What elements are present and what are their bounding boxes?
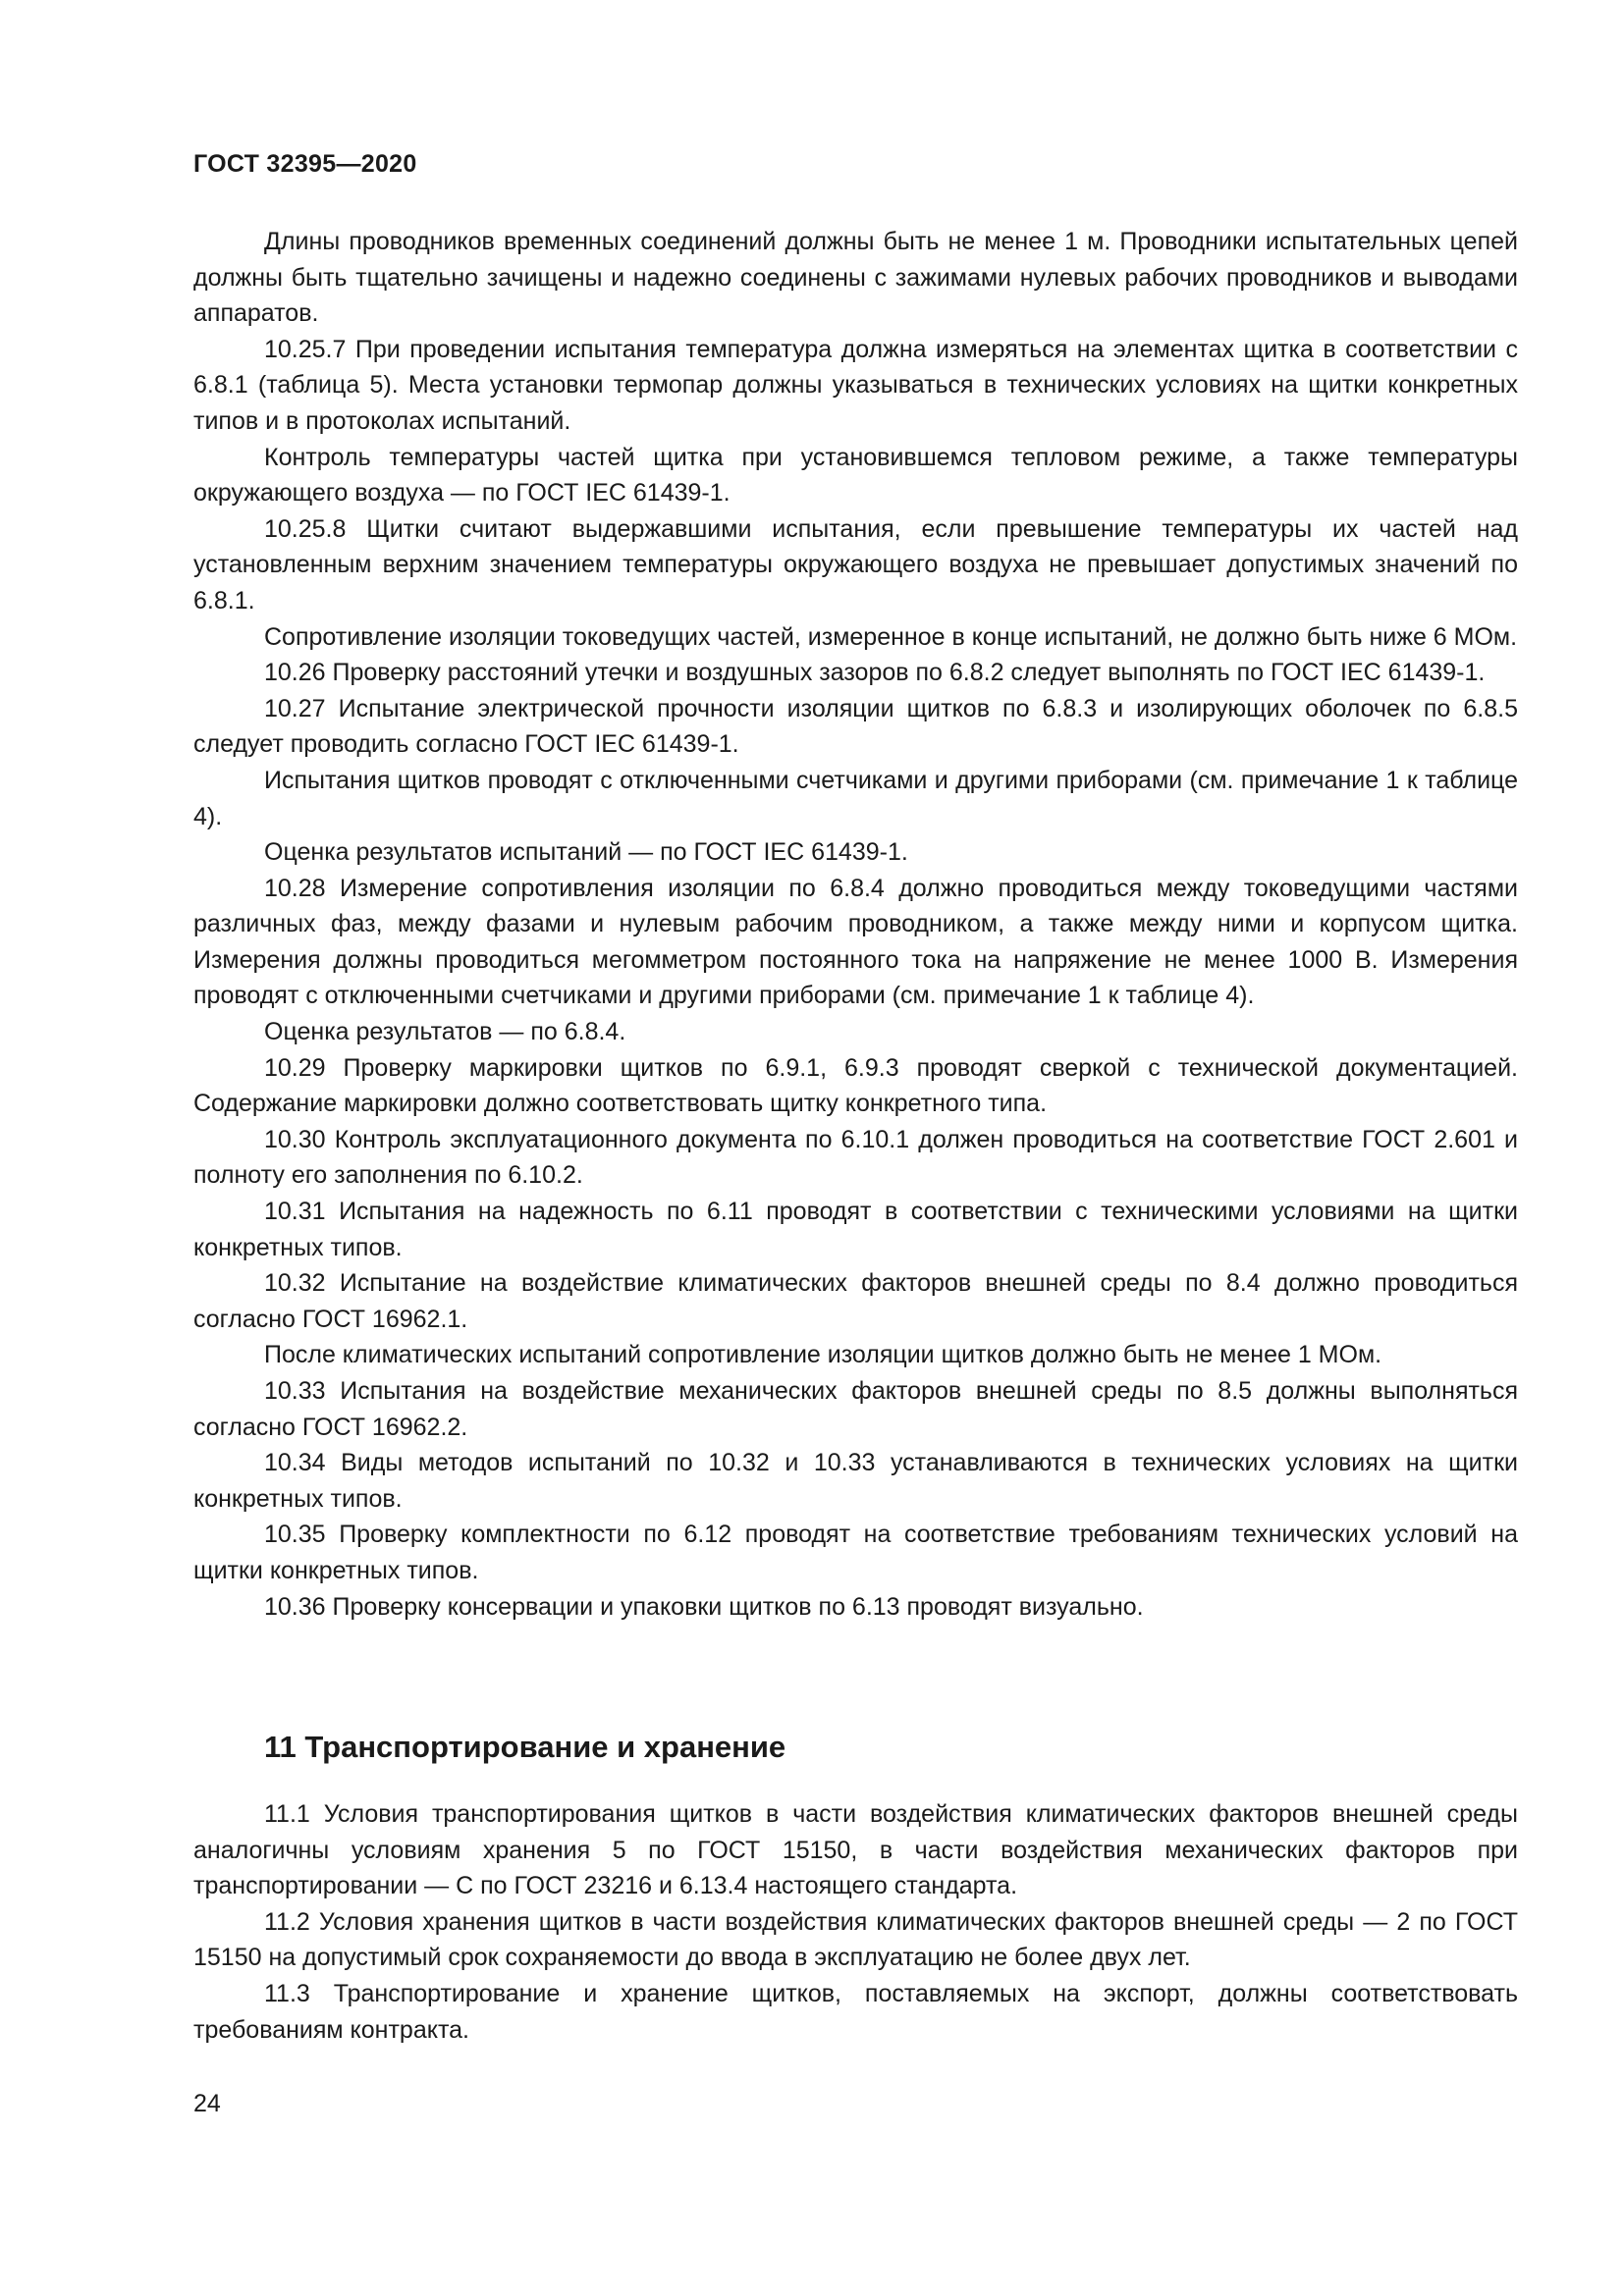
paragraph-10-34: 10.34 Виды методов испытаний по 10.32 и 10.33 устанавливаются в технических условиях на щитки конкретных типов. <box>193 1449 1518 1513</box>
section-10-continuation <box>193 224 1518 1625</box>
paragraph-11-1: 11.1 Условия транспортирования щитков в части воздействия климатических факторов внешней среды аналогичны условиям хранения 5 по ГОСТ 15150, в части воздействия механических факторов при транспортировании — С по ГОСТ 23216 и 6.13.4 настоящего стандарта. <box>193 1800 1518 1900</box>
paragraph-after-climatic-tests: После климатических испытаний сопротивление изоляции щитков должно быть не менее 1 МОм. <box>264 1341 1382 1369</box>
paragraph-temperature-control: Контроль температуры частей щитка при установившемся тепловом режиме, а также температуры окружающего воздуха — по ГОСТ IEC 61439-1. <box>193 443 1518 507</box>
paragraph-10-35: 10.35 Проверку комплектности по 6.12 проводят на соответствие требованиям технических условий на щитки конкретных типов. <box>193 1521 1518 1584</box>
paragraph-results-evaluation-iec: Оценка результатов испытаний — по ГОСТ IEC 61439-1. <box>264 838 908 867</box>
paragraph-10-36: 10.36 Проверку консервации и упаковки щитков по 6.13 проводят визуально. <box>264 1592 1144 1621</box>
paragraph-10-25-7: 10.25.7 При проведении испытания температура должна измеряться на элементах щитка в соответствии с 6.8.1 (таблица 5). Места установки термопар должны указываться в технических условиях на щитки конкретных типов и в протоколах испытаний. <box>193 335 1518 435</box>
paragraph-10-32: 10.32 Испытание на воздействие климатических факторов внешней среды по 8.4 должно проводиться согласно ГОСТ 16962.1. <box>193 1269 1518 1333</box>
paragraph-10-29: 10.29 Проверку маркировки щитков по 6.9.1, 6.9.3 проводят сверкой с технической документацией. Содержание маркировки должно соответствовать щитку конкретного типа. <box>193 1053 1518 1118</box>
paragraph-10-31: 10.31 Испытания на надежность по 6.11 проводят в соответствии с техническими условиями на щитки конкретных типов. <box>193 1198 1518 1261</box>
paragraph-10-33: 10.33 Испытания на воздействие механических факторов внешней среды по 8.5 должны выполняться согласно ГОСТ 16962.2. <box>193 1377 1518 1441</box>
paragraph-11-2: 11.2 Условия хранения щитков в части воздействия климатических факторов внешней среды — 2 по ГОСТ 15150 на допустимый срок сохраняемости до ввода в эксплуатацию не более двух лет. <box>193 1907 1518 1972</box>
paragraph-conductor-length: Длины проводников временных соединений должны быть не менее 1 м. Проводники испытательных цепей должны быть тщательно зачищены и надежно соединены с зажимами нулевых рабочих проводников и выводами аппаратов. <box>193 228 1518 328</box>
document-header-code: ГОСТ 32395—2020 <box>193 150 417 178</box>
section-11-body <box>193 1796 1518 2048</box>
paragraph-results-evaluation-684: Оценка результатов — по 6.8.4. <box>264 1018 626 1046</box>
paragraph-10-25-8: 10.25.8 Щитки считают выдержавшими испытания, если превышение температуры их частей над установленным верхним значением температуры окружающего воздуха не превышает допустимых значений по 6.8.1. <box>193 514 1518 614</box>
paragraph-10-27: 10.27 Испытание электрической прочности изоляции щитков по 6.8.3 и изолирующих оболочек по 6.8.5 следует проводить согласно ГОСТ IEC 61439-1. <box>193 694 1518 759</box>
paragraph-10-26: 10.26 Проверку расстояний утечки и воздушных зазоров по 6.8.2 следует выполнять по ГОСТ IEC 61439-1. <box>264 659 1486 687</box>
page-number: 24 <box>193 2090 221 2117</box>
paragraph-tests-disconnected-meters: Испытания щитков проводят с отключенными счетчиками и другими приборами (см. примечание 1 к таблице 4). <box>193 766 1518 830</box>
paragraph-11-3: 11.3 Транспортирование и хранение щитков, поставляемых на экспорт, должны соответствовать требованиям контракта. <box>193 1979 1518 2044</box>
section-11-heading: 11 Транспортирование и хранение <box>264 1730 786 1764</box>
paragraph-10-28: 10.28 Измерение сопротивления изоляции по 6.8.4 должно проводиться между токоведущими частями различных фаз, между фазами и нулевым рабочим проводником, а также между ними и корпусом щитка. Измерения должны проводиться мегомметром постоянного тока на напряжение не менее 1000 В. Измерения проводят с отключенными счетчиками и другими приборами (см. примечание 1 к таблице 4). <box>193 874 1518 1010</box>
paragraph-10-30: 10.30 Контроль эксплуатационного документа по 6.10.1 должен проводиться на соответствие ГОСТ 2.601 и полноту его заполнения по 6.10.2. <box>193 1125 1518 1190</box>
paragraph-insulation-resistance: Сопротивление изоляции токоведущих частей, измеренное в конце испытаний, не должно быть ниже 6 МОм. <box>264 622 1518 651</box>
